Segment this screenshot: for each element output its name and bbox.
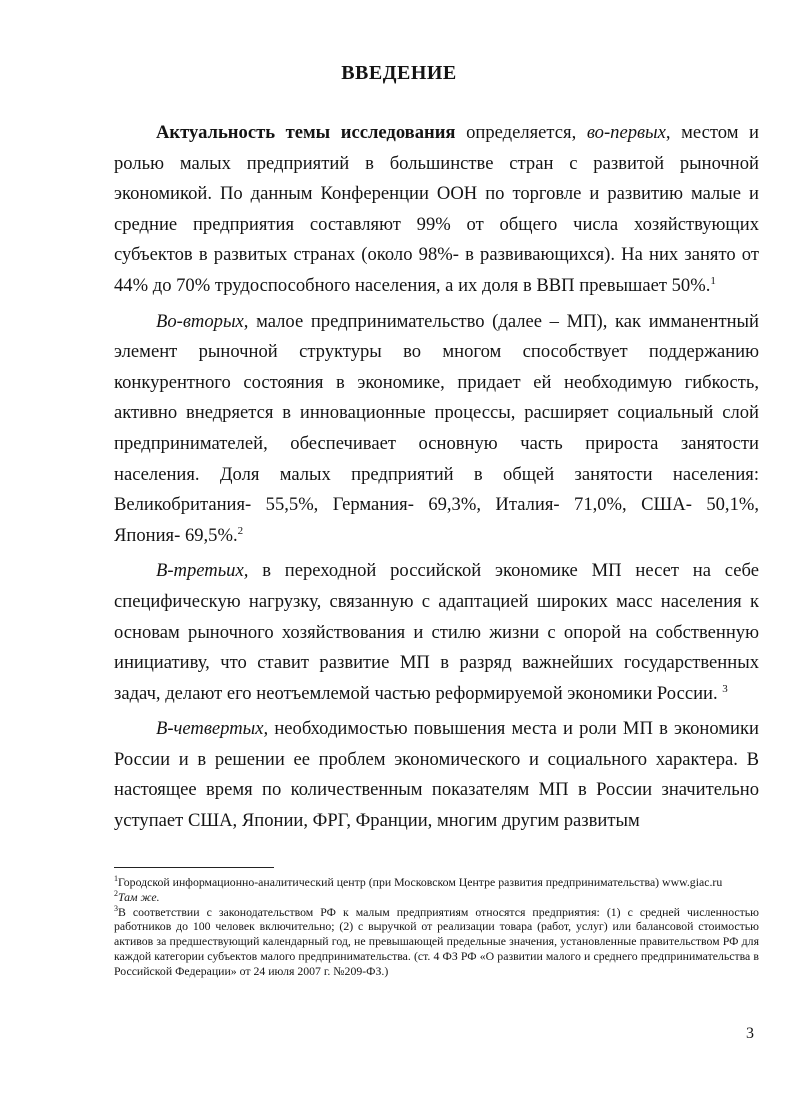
footnote-number: 3 [114, 903, 118, 913]
footnote-reference: 2 [237, 524, 244, 537]
paragraph-text: , малое предпринимательство (далее – МП), как имманентный элемент рыночной структуры во многом способствует поддержанию конкурентного состояния в экономике, придает ей необходимую гибкость, активно внедряется в инновационные процессы, расширяет социальный слой предпринимателей, обеспечивает основную часть прироста занятости населения. Доля малых предприятий в общей занятости населения: Великобритания- 55,5%, Германия- 69,3%, Италия- 71,0%, США- 50,1%, Япония- 69,5%. [114, 310, 759, 546]
footnote-text: В соответствии с законодательством РФ к малым предприятиям относятся предприятия: (1) с средней численностью работников до 100 человек включительно; (2) с выручкой от реализации товара (работ, услуг) или балансовой стоимостью активов за предшествующий календарный год, не превышающей предельные значения, установленные правительством РФ для каждой категории субъектов малого предпринимательства. (ст. 4 ФЗ РФ «О развитии малого и среднего предпринимательства в Российской Федерации» от 24 июля 2007 г. №209-ФЗ.) [114, 904, 759, 978]
paragraph-text: в переходной российской экономике МП несет на себе специфическую нагрузку, связанную с адаптацией широких масс населения к основам рыночного хозяйствования и стилю жизни с опорой на собственную инициативу, что ставит развитие МП в разряд важнейших государственных задач, делают его неотъемлемой частью реформируемой экономики России. [114, 560, 759, 704]
paragraph-emphasis: В-третьих, [156, 560, 249, 582]
footnote-separator [114, 867, 274, 868]
paragraph-emphasis: Во-вторых [156, 310, 244, 332]
paragraph-emphasis: В-четвертых, [156, 718, 269, 740]
paragraph-text: необходимостью повышения места и роли МП в экономики России и в решении ее проблем экономического и социального характера. В настоящее время по количественным показателям МП в России значительно уступает США, Японии, ФРГ, Франции, многим другим развитым [114, 718, 759, 832]
footnotes [114, 875, 759, 979]
paragraph-1 [114, 118, 759, 302]
footnote-1 [114, 875, 759, 890]
body-text [114, 118, 759, 842]
paragraph-text: определяется, [455, 122, 587, 143]
footnote-reference: 3 [722, 682, 728, 695]
page-number: 3 [746, 1025, 754, 1042]
paragraph-4 [114, 714, 759, 836]
page-title: ВВЕДЕНИЕ [341, 62, 457, 84]
footnote-text: Там же. [118, 889, 160, 904]
paragraph-emphasis: во-первых [586, 122, 666, 143]
paragraph-2 [114, 307, 759, 552]
footnote-text: Городской информационно-аналитический центр (при Московском Центре развития предпринимательства) www.giac.ru [118, 875, 723, 889]
paragraph-text: , местом и ролью малых предприятий в большинстве стран с развитой рыночной экономикой. По данным Конференции ООН по торговле и развитию малые и средние предприятия составляют 99% от общего числа хозяйствующих субъектов в развитых странах (около 98%- в развивающихся). На них занято от 44% до 70% трудоспособного населения, а их доля в ВВП превышает 50%. [114, 122, 759, 296]
footnote-2 [114, 890, 759, 905]
footnote-reference: 1 [710, 274, 716, 287]
footnote-number: 2 [114, 888, 118, 898]
footnote-3 [114, 905, 759, 979]
footnote-number: 1 [114, 874, 118, 884]
paragraph-lead: Актуальность темы исследования [156, 122, 456, 143]
paragraph-3 [114, 556, 759, 709]
